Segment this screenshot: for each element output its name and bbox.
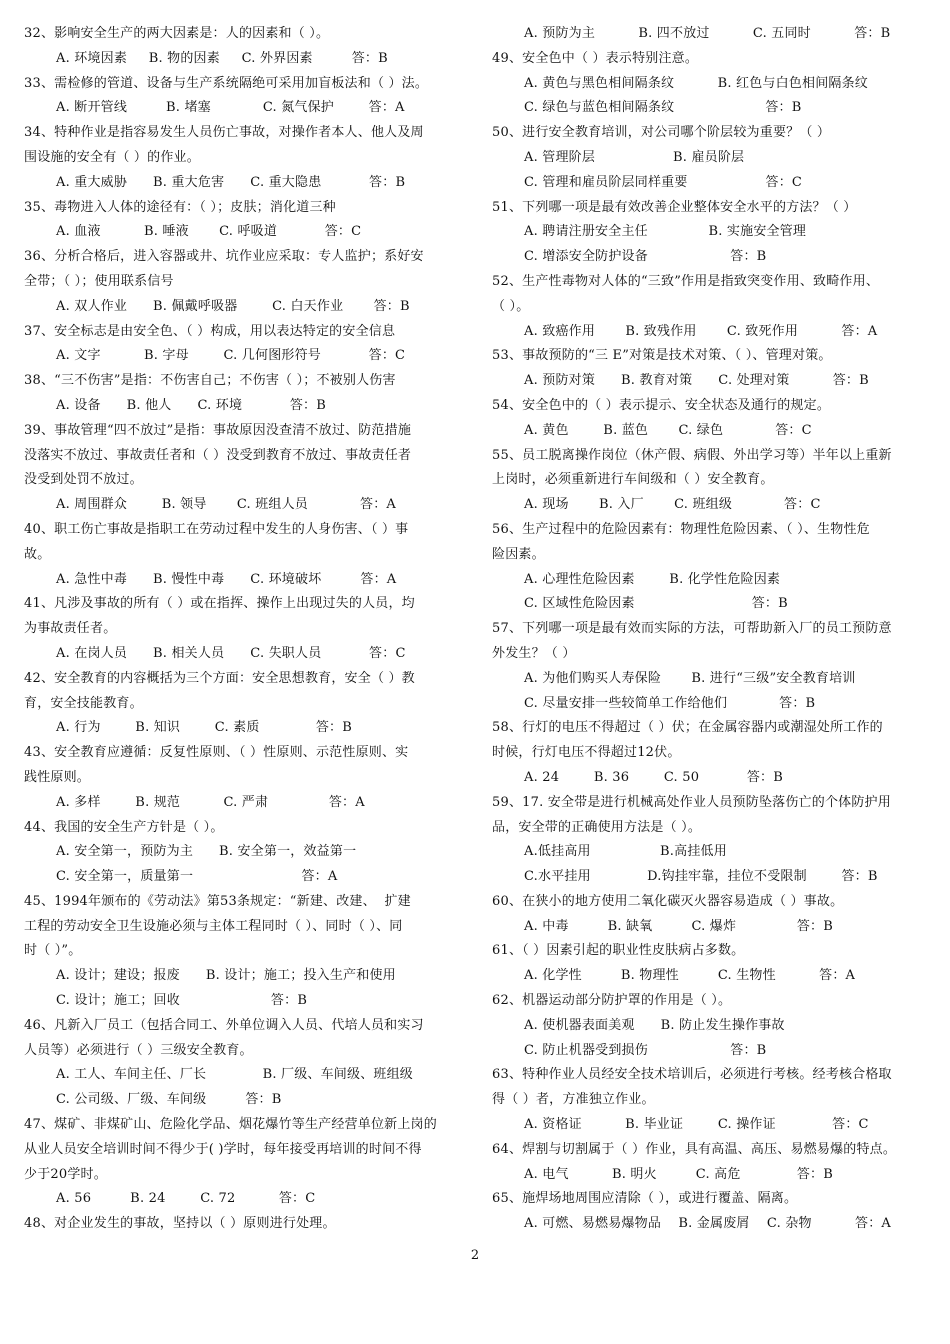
answer-options-line: C. 防止机器受到损伤 答：B [524,1042,767,1058]
answer-options-line: A. 设计；建设；报废 B. 设计；施工；投入生产和使用 [56,968,396,984]
question-text-line: 为事故责任者。 [24,621,117,637]
question-text-line: 62、机器运动部分防护罩的作用是（ ）。 [492,993,732,1009]
answer-options-line: A. 可燃、易燃易爆物品 B. 金属废屑 C. 杂物 答：A [524,1216,891,1232]
question-text-line: 41、凡涉及事故的所有（ ）或在指挥、操作上出现过失的人员，均 [24,596,415,612]
question-text-line: 44、我国的安全生产方针是（ ）。 [24,819,224,835]
answer-options-line: A. 为他们购买人寿保险 B. 进行“三级”安全教育培训 [524,670,856,686]
question-text-line: 52、生产性毒物对人体的“三致”作用是指致突变作用、致畸作用、 [492,273,880,289]
answer-options-line: A. 24 B. 36 C. 50 答：B [524,769,783,785]
answer-options-line: C. 尽量安排一些较简单工作给他们 答：B [524,695,816,711]
question-text-line: 32、影响安全生产的两大因素是：人的因素和（ ）。 [24,26,330,41]
question-text-line: 人员等）必须进行（ ）三级安全教育。 [24,1042,253,1058]
question-text-line: 围设施的安全有（ ）的作业。 [24,149,200,165]
answer-options-line: A. 化学性 B. 物理性 C. 生物性 答：A [524,968,856,984]
question-text-line: 时（ ）”。 [24,943,82,959]
answer-options-line: A. 血液 B. 唾液 C. 呼吸道 答：C [56,224,362,240]
answer-options-line: A. 使机器表面美观 B. 防止发生操作事故 [524,1017,785,1033]
answer-options-line: A. 周围群众 B. 领导 C. 班组人员 答：A [56,497,396,513]
answer-options-line: C.水平挂用 D.钩挂牢靠，挂位不受限制 答：B [524,869,878,885]
answer-options-line: A. 管理阶层 B. 雇员阶层 [524,149,745,165]
answer-options-line: C. 绿色与蓝色相间隔条纹 答：B [524,100,802,116]
answer-options-line: A. 致癌作用 B. 致残作用 C. 致死作用 答：A [524,323,878,339]
question-text-line: 43、安全教育应遵循：反复性原则、（ ）性原则、示范性原则、实 [24,745,409,761]
question-text-line: 63、特种作业人员经安全技术培训后，必须进行考核。经考核合格取 [492,1067,892,1083]
question-text-line: 60、在狭小的地方使用二氧化碳灭火器容易造成（ ）事故。 [492,893,844,909]
left-column [24,22,464,1237]
answer-options-line: A. 预防对策 B. 教育对策 C. 处理对策 答：B [524,373,869,389]
answer-options-line: A.低挂高用 B.高挂低用 [524,844,727,860]
answer-options-line: A. 电气 B. 明火 C. 高危 答：B [524,1166,834,1182]
question-text-line: 故。 [24,546,51,562]
answer-options-line: C. 安全第一，质量第一 答：A [56,869,338,885]
answer-options-line: A. 文字 B. 字母 C. 几何图形符号 答：C [56,348,406,364]
question-text-line: 45、1994年颁布的《劳动法》第53条规定：“新建、改建、 扩建 [24,893,411,909]
question-text-line: 42、安全教育的内容概括为三个方面：安全思想教育，安全（ ）教 [24,670,415,686]
question-text-line: 33、需检修的管道、设备与生产系统隔绝可采用加盲板法和（ ）法。 [24,75,429,91]
answer-options-line: A. 设备 B. 他人 C. 环境 答：B [56,397,327,413]
question-text-line: 64、焊割与切割属于（ ）作业，具有高温、高压、易燃易爆的特点。 [492,1141,897,1157]
question-text-line: 没受到处罚不放过。 [24,472,143,488]
answer-options-line: A. 黄色与黑色相间隔条纹 B. 红色与白色相间隔条纹 [524,75,868,91]
question-text-line: 34、特种作业是指容易发生人员伤亡事故，对操作者本人、他人及周 [24,125,424,141]
answer-options-line: A. 安全第一，预防为主 B. 安全第一，效益第一 [56,844,357,860]
right-column [492,22,932,1237]
answer-options-line: A. 急性中毒 B. 慢性中毒 C. 环境破坏 答：A [56,571,397,587]
question-text-line: 61、（ ）因素引起的职业性皮肤病占多数。 [492,943,745,959]
question-text-line: 35、毒物进入人体的途径有：（ ）；皮肤；消化道三种 [24,199,336,215]
answer-options-line: A. 聘请注册安全主任 B. 实施安全管理 [524,224,807,240]
answer-options-line: A. 重大威胁 B. 重大危害 C. 重大隐患 答：B [56,174,406,190]
answer-options-line: A. 现场 B. 入厂 C. 班组级 答：C [524,497,821,513]
question-text-line: 53、事故预防的“三 E”对策是技术对策、（ ）、管理对策。 [492,348,832,364]
answer-options-line: C. 设计；施工；回收 答：B [56,993,308,1009]
question-text-line: 65、施焊场地周围应清除（ ），或进行覆盖、隔离。 [492,1191,798,1207]
answer-options-line: A. 心理性危险因素 B. 化学性危险因素 [524,571,781,587]
answer-options-line: A. 环境因素 B. 物的因素 C. 外界因素 答：B [56,50,388,66]
answer-options-line: C. 增添安全防护设备 答：B [524,249,767,265]
question-text-line: 39、事故管理“四不放过”是指：事故原因没查清不放过、防范措施 [24,422,412,438]
question-text-line: 57、下列哪一项是最有效而实际的方法，可帮助新入厂的员工预防意 [492,621,892,637]
question-text-line: 47、煤矿、非煤矿山、危险化学品、烟花爆竹等生产经营单位新上岗的 [24,1117,437,1133]
question-text-line: 40、职工伤亡事故是指职工在劳动过程中发生的人身伤害、（ ）事 [24,521,409,537]
answer-options-line: A. 行为 B. 知识 C. 素质 答：B [56,720,353,736]
question-text-line: 工程的劳动安全卫生设施必须与主体工程同时（ ）、同时（ ）、同 [24,918,403,934]
answer-options-line: C. 公司级、厂级、车间级 答：B [56,1092,282,1108]
question-text-line: 外发生？（ ） [492,645,576,661]
answer-options-line: A. 工人、车间主任、厂长 B. 厂级、车间级、班组级 [56,1067,413,1083]
question-text-line: 少于20学时。 [24,1166,107,1182]
answer-options-line: C. 管理和雇员阶层同样重要 答：C [524,174,803,190]
question-text-line: 37、安全标志是由安全色、（ ）构成，用以表达特定的安全信息 [24,323,396,339]
question-text-line: 38、“三不伤害”是指：不伤害自己；不伤害（ ）；不被别人伤害 [24,373,396,389]
question-text-line: 49、安全色中（ ）表示特别注意。 [492,50,699,66]
answer-options-line: A. 中毒 B. 缺氧 C. 爆炸 答：B [524,918,834,934]
question-text-line: 48、对企业发生的事故，坚持以（ ）原则进行处理。 [24,1216,336,1232]
question-text-line: 从业人员安全培训时间不得少于( )学时，每年接受再培训的时间不得 [24,1141,422,1157]
answer-options-line: A. 预防为主 B. 四不放过 C. 五同时 答：B [524,26,891,41]
question-text-line: 险因素。 [492,546,545,562]
question-text-line: （ ）。 [492,298,530,314]
question-text-line: 育，安全技能教育。 [24,695,143,711]
answer-options-line: A. 双人作业 B. 佩戴呼吸器 C. 白天作业 答：B [56,298,410,314]
question-text-line: 54、安全色中的（ ）表示提示、安全状态及通行的规定。 [492,397,831,413]
question-text-line: 没落实不放过、事故责任者和（ ）没受到教育不放过、事故责任者 [24,447,412,463]
question-text-line: 36、分析合格后，进入容器或井、坑作业应采取：专人监护；系好安 [24,249,424,265]
answer-options-line: A. 在岗人员 B. 相关人员 C. 失职人员 答：C [56,645,406,661]
question-text-line: 时候，行灯电压不得超过12伏。 [492,745,681,761]
question-text-line: 55、员工脱离操作岗位（休产假、病假、外出学习等）半年以上重新 [492,447,892,463]
question-text-line: 51、下列哪一项是最有效改善企业整体安全水平的方法？（ ） [492,199,857,215]
question-text-line: 50、进行安全教育培训，对公司哪个阶层较为重要？（ ） [492,125,831,141]
answer-options-line: A. 56 B. 24 C. 72 答：C [56,1191,316,1207]
question-text-line: 品，安全带的正确使用方法是（ ）。 [492,819,702,835]
answer-options-line: A. 多样 B. 规范 C. 严肃 答：A [56,794,365,810]
answer-options-line: A. 黄色 B. 蓝色 C. 绿色 答：C [524,422,812,438]
question-text-line: 59、17. 安全带是进行机械高处作业人员预防坠落伤亡的个体防护用 [492,794,891,810]
question-text-line: 58、行灯的电压不得超过（ ）伏；在金属容器内或潮湿处所工作的 [492,720,883,736]
question-text-line: 践性原则。 [24,769,91,785]
answer-options-line: A. 断开管线 B. 堵塞 C. 氮气保护 答：A [56,100,405,116]
question-text-line: 上岗时，必须重新进行车间级和（ ）安全教育。 [492,472,774,488]
answer-options-line: C. 区域性危险因素 答：B [524,596,788,612]
page-number: 2 [470,1248,480,1263]
answer-options-line: A. 资格证 B. 毕业证 C. 操作证 答：C [524,1117,869,1133]
question-text-line: 46、凡新入厂员工（包括合同工、外单位调入人员、代培人员和实习 [24,1017,424,1033]
question-text-line: 全带；（ ）；使用联系信号 [24,273,174,289]
question-text-line: 得（ ）者，方准独立作业。 [492,1092,655,1108]
question-text-line: 56、生产过程中的危险因素有：物理性危险因素、（ ）、生物性危 [492,521,870,537]
